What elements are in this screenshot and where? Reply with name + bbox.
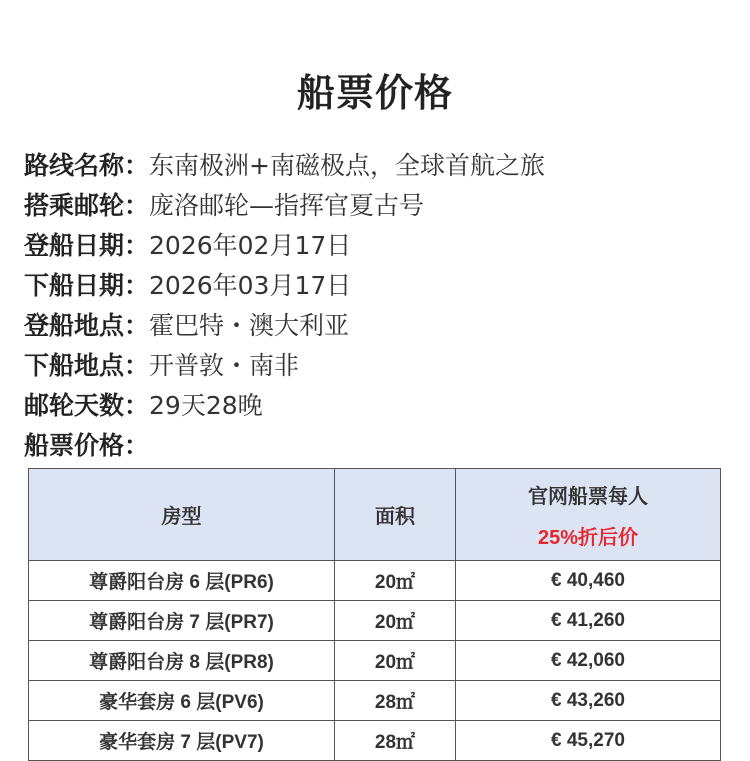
info-row-embark-port [24,306,545,346]
cell-area: 20㎡ [335,561,456,601]
cell-price: € 40,460 [456,561,721,601]
info-label: 登船日期： [24,231,150,260]
price-table [28,468,721,761]
info-value: 2026年03月17日 [149,271,352,300]
table-row [29,641,721,681]
info-label: 路线名称： [24,151,150,180]
table-row [29,601,721,641]
cell-area: 28㎡ [335,721,456,761]
cell-room-type: 尊爵阳台房 6 层(PR6) [29,561,335,601]
header-price-label: 官网船票每人 [528,485,648,508]
table-row [29,681,721,721]
discount-note: 25%折后价 [537,526,639,549]
cell-room-type: 尊爵阳台房 8 层(PR8) [29,641,335,681]
cell-price: € 45,270 [456,721,721,761]
info-label: 邮轮天数： [24,391,150,420]
cell-room-type: 尊爵阳台房 7 层(PR7) [29,601,335,641]
cell-area: 20㎡ [335,601,456,641]
info-value: 29天28晚 [149,391,263,420]
info-row-ship [24,186,545,226]
header-price [456,469,721,561]
voyage-info-list [24,146,545,466]
cell-price: € 41,260 [456,601,721,641]
table-header-row [29,469,721,561]
info-value: 2026年02月17日 [149,231,352,260]
info-row-price-heading [24,426,545,466]
info-row-embark-date [24,226,545,266]
info-row-disembark-port [24,346,545,386]
info-label: 搭乘邮轮： [24,191,150,220]
cell-area: 20㎡ [335,641,456,681]
info-value: 霍巴特・澳大利亚 [149,311,350,340]
info-row-route [24,146,545,186]
info-label: 下船日期： [24,271,150,300]
header-area: 面积 [335,469,456,561]
cell-price: € 43,260 [456,681,721,721]
page-title: 船票价格 [296,71,453,115]
info-row-duration [24,386,545,426]
table-row [29,721,721,761]
cell-price: € 42,060 [456,641,721,681]
info-value: 东南极洲+南磁极点，全球首航之旅 [149,151,545,180]
cell-room-type: 豪华套房 6 层(PV6) [29,681,335,721]
header-room-type: 房型 [29,469,335,561]
cell-area: 28㎡ [335,681,456,721]
info-row-disembark-date [24,266,545,306]
info-value: 庞洛邮轮—指挥官夏古号 [149,191,425,220]
table-row [29,561,721,601]
cell-room-type: 豪华套房 7 层(PV7) [29,721,335,761]
info-label: 下船地点： [24,351,150,380]
info-value: 开普敦・南非 [149,351,300,380]
info-label: 登船地点： [24,311,150,340]
info-label: 船票价格： [24,431,150,460]
